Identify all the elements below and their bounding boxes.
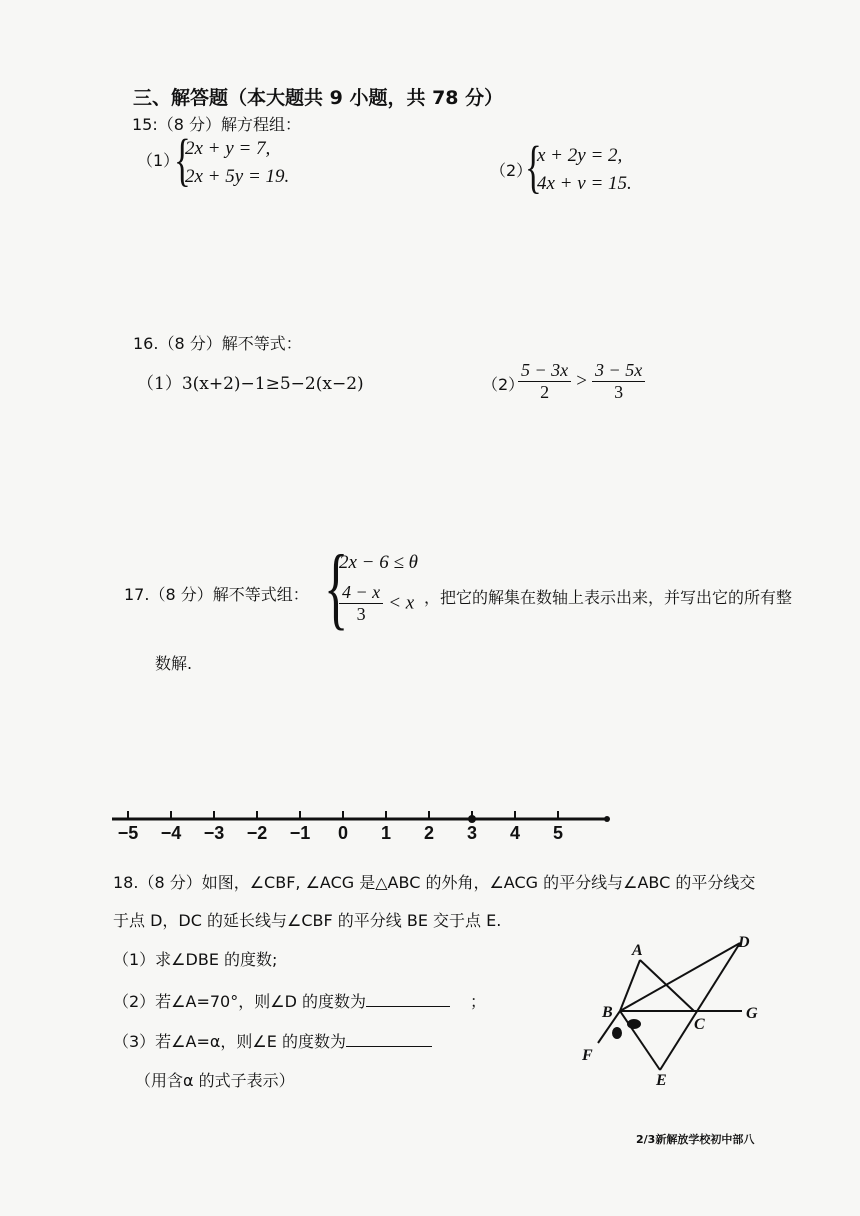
- section-title: 三、解答题（本大题共 9 小题，共 78 分）: [133, 87, 504, 109]
- q18-head2: 于点 D，DC 的延长线与∠CBF 的平分线 BE 交于点 E.: [113, 911, 502, 930]
- ink-blot: [627, 1019, 641, 1029]
- q18-p3-answer-blank[interactable]: [346, 1046, 432, 1047]
- q18-p2-text: （2）若∠A=70°，则∠D 的度数为: [113, 992, 366, 1011]
- page-footer: 2/3新解放学校初中部八: [636, 1133, 755, 1146]
- q15-p1-eq1: 2x + y = 7,: [185, 138, 271, 159]
- q18-p3-text: （3）若∠A=α，则∠E 的度数为: [113, 1032, 346, 1051]
- q16-p2-left-den: 2: [540, 382, 550, 402]
- q17-tail: ，把它的解集在数轴上表示出来，并写出它的所有整: [424, 588, 793, 607]
- q16-head: 16.（8 分）解不等式：: [133, 334, 302, 353]
- q15-p2-eq1: x + 2y = 2,: [537, 145, 623, 166]
- figure-label-f: F: [582, 1047, 593, 1064]
- q17-ineq1: 2x − 6 ≤ θ: [339, 552, 419, 573]
- q17-ineq2-num: 4 − x: [339, 582, 383, 604]
- number-line-label: −3: [203, 823, 225, 843]
- number-line-label: 4: [509, 823, 520, 843]
- q17-ineq2: [339, 582, 414, 625]
- number-line-label: 5: [552, 823, 563, 843]
- q16-p2-right-fraction: [592, 360, 645, 403]
- q15-p1-eq2: 2x + 5y = 19.: [185, 166, 290, 187]
- number-line-label: 1: [380, 823, 391, 843]
- number-line-label: 0: [337, 823, 348, 843]
- q18-p3: [113, 1029, 432, 1052]
- figure-label-a: A: [632, 942, 643, 959]
- q18-head: 18.（8 分）如图，∠CBF, ∠ACG 是△ABC 的外角，∠ACG 的平分线与∠ABC 的平分线交: [113, 873, 756, 892]
- figure-label-c: C: [694, 1016, 705, 1033]
- q17-ineq2-den: 3: [356, 604, 366, 624]
- figure-label-g: G: [746, 1005, 758, 1022]
- q15-p1-brace: {: [174, 127, 191, 192]
- q17-ineq2-fraction: [339, 582, 383, 625]
- line-DE: [660, 943, 740, 1070]
- number-line-label: −4: [160, 823, 182, 843]
- q16-p2-left-fraction: [518, 360, 571, 403]
- number-line-point: [468, 815, 476, 823]
- figure-label-e: E: [656, 1072, 667, 1089]
- segment-AB: [620, 960, 640, 1011]
- q18-p3-note: （用含α 的式子表示）: [135, 1071, 295, 1090]
- segment-BE: [620, 1011, 660, 1070]
- q16-p1: （1）3(x+2)−1≥5−2(x−2): [137, 374, 364, 394]
- q17-ineq2-rest: < x: [388, 592, 415, 614]
- q17-head: 17.（8 分）解不等式组：: [124, 585, 309, 604]
- figure-label-b: B: [602, 1004, 613, 1021]
- figure-label-d: D: [738, 934, 750, 951]
- q16-p2-label: （2）: [482, 375, 525, 394]
- q15-p2-brace: {: [525, 134, 542, 199]
- number-line-label: −2: [246, 823, 268, 843]
- number-line-label: −1: [289, 823, 311, 843]
- q16-p2-op: >: [576, 370, 587, 392]
- number-line-end: [604, 816, 610, 822]
- q17-brace: {: [324, 536, 349, 638]
- q16-p2-left-num: 5 − 3x: [518, 360, 571, 382]
- ink-blot-2: [612, 1027, 622, 1039]
- q16-p2-right-num: 3 − 5x: [592, 360, 645, 382]
- q16-p2-expr: [518, 360, 645, 403]
- q18-p2: [113, 989, 486, 1012]
- q15-p2-label: （2）: [490, 161, 533, 180]
- q17-tail2: 数解.: [155, 654, 193, 673]
- q15-p2-eq2: 4x + v = 15.: [537, 173, 632, 194]
- q18-p2-end: ；: [470, 992, 487, 1011]
- number-line-label: −5: [117, 823, 139, 843]
- number-line-label: 2: [423, 823, 434, 843]
- number-line-label: 3: [466, 823, 477, 843]
- q15-head: 15:（8 分）解方程组：: [132, 115, 302, 134]
- geometry-figure: [570, 925, 770, 1090]
- q16-p2-right-den: 3: [614, 382, 624, 402]
- q18-p1: （1）求∠DBE 的度数;: [113, 950, 278, 969]
- q18-p2-answer-blank[interactable]: [366, 1006, 450, 1007]
- q15-p1-label: （1）: [137, 151, 180, 170]
